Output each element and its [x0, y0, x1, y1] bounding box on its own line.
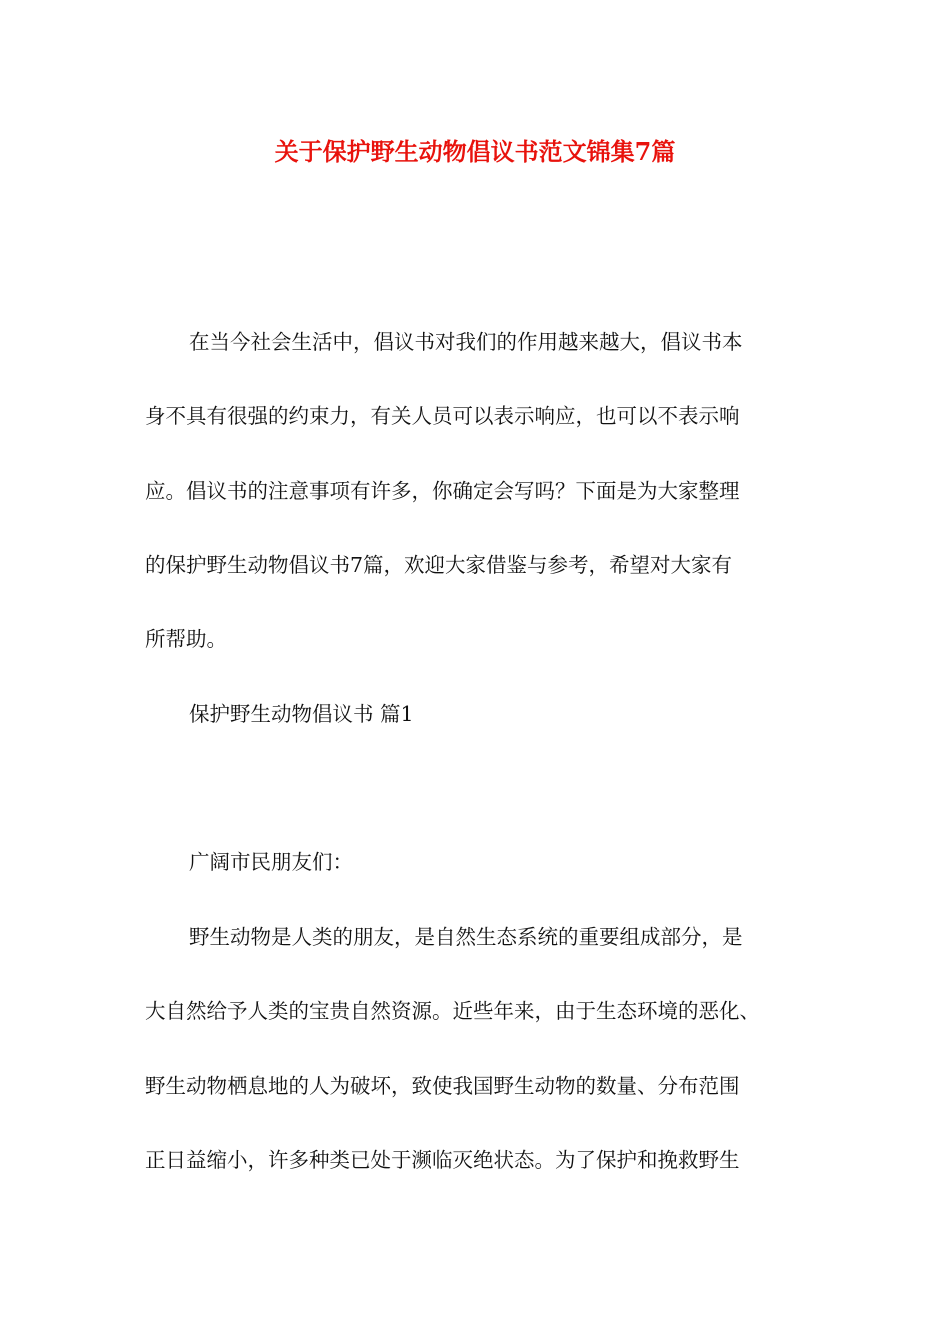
body-line-1: 野生动物是人类的朋友，是自然生态系统的重要组成部分，是 [189, 925, 743, 949]
body-line-2: 大自然给予人类的宝贵自然资源。近些年来，由于生态环境的恶化、 [145, 999, 760, 1023]
body-line-3: 野生动物栖息地的人为破坏，致使我国野生动物的数量、分布范围 [145, 1074, 740, 1098]
intro-line-1: 在当今社会生活中，倡议书对我们的作用越来越大，倡议书本 [189, 330, 743, 354]
intro-line-3: 应。倡议书的注意事项有许多，你确定会写吗？下面是为大家整理 [145, 479, 740, 503]
body-line-4: 正日益缩小，许多种类已处于濒临灭绝状态。为了保护和挽救野生 [145, 1148, 740, 1172]
document-title: 关于保护野生动物倡议书范文锦集7篇 [274, 137, 676, 166]
section-heading: 保护野生动物倡议书 篇1 [189, 702, 414, 726]
salutation: 广阔市民朋友们： [189, 850, 353, 874]
intro-line-5: 所帮助。 [145, 627, 227, 651]
intro-line-2: 身不具有很强的约束力，有关人员可以表示响应，也可以不表示响 [145, 404, 740, 428]
intro-line-4: 的保护野生动物倡议书7篇，欢迎大家借鉴与参考，希望对大家有 [145, 553, 733, 577]
